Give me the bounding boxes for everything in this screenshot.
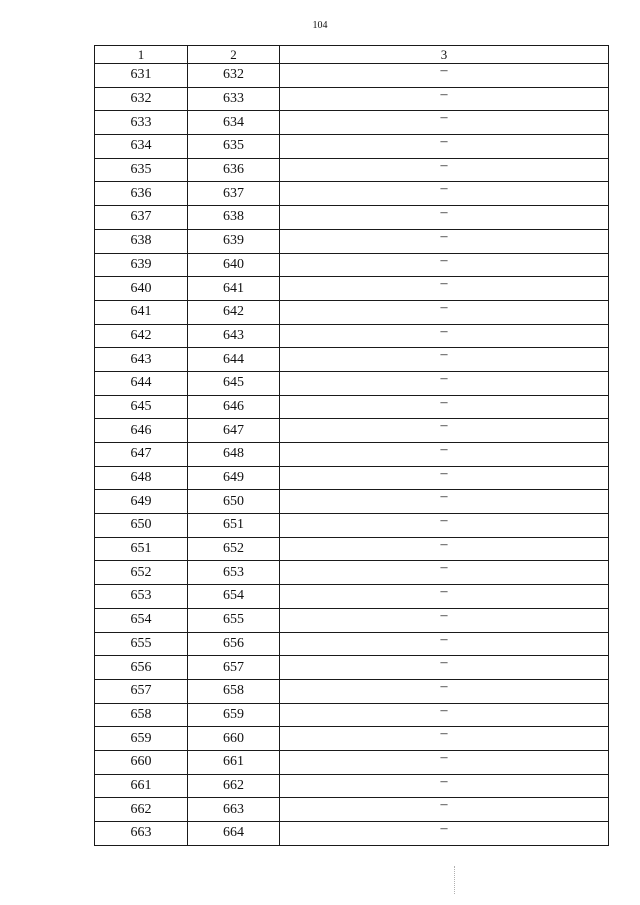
table-cell-col-1: 649 <box>95 490 188 514</box>
table-row <box>95 656 609 680</box>
table-row <box>95 490 609 514</box>
table-cell-col-1: 646 <box>95 419 188 443</box>
table-cell-col-2: 654 <box>188 585 280 609</box>
table-row <box>95 419 609 443</box>
table-row <box>95 277 609 301</box>
table-cell-col-3: – <box>280 822 609 846</box>
table-cell-col-1: 640 <box>95 277 188 301</box>
table-cell-col-1: 648 <box>95 466 188 490</box>
table-cell-col-2: 663 <box>188 798 280 822</box>
table-cell-col-1: 639 <box>95 253 188 277</box>
table-row <box>95 395 609 419</box>
table-cell-col-2: 641 <box>188 277 280 301</box>
table-row <box>95 158 609 182</box>
table-cell-col-3: – <box>280 348 609 372</box>
table-cell-col-2: 659 <box>188 703 280 727</box>
table-cell-col-2: 645 <box>188 371 280 395</box>
table-cell-col-3: – <box>280 111 609 135</box>
table-row <box>95 135 609 159</box>
table-cell-col-2: 644 <box>188 348 280 372</box>
table-cell-col-3: – <box>280 253 609 277</box>
table-cell-col-1: 650 <box>95 514 188 538</box>
table-row <box>95 443 609 467</box>
table-cell-col-1: 641 <box>95 300 188 324</box>
table-cell-col-3: – <box>280 419 609 443</box>
table-cell-col-2: 646 <box>188 395 280 419</box>
table-cell-col-3: – <box>280 679 609 703</box>
table-cell-col-1: 662 <box>95 798 188 822</box>
table-cell-col-1: 643 <box>95 348 188 372</box>
table-row <box>95 87 609 111</box>
table-row <box>95 822 609 846</box>
table-row <box>95 750 609 774</box>
table-cell-col-2: 632 <box>188 64 280 88</box>
table-cell-col-1: 661 <box>95 774 188 798</box>
table-body <box>95 64 609 846</box>
table-cell-col-3: – <box>280 324 609 348</box>
table-cell-col-2: 662 <box>188 774 280 798</box>
table-cell-col-2: 640 <box>188 253 280 277</box>
table-row <box>95 253 609 277</box>
table-row <box>95 703 609 727</box>
table-row <box>95 798 609 822</box>
table-cell-col-3: – <box>280 206 609 230</box>
table-cell-col-3: – <box>280 774 609 798</box>
table-cell-col-1: 657 <box>95 679 188 703</box>
table-row <box>95 561 609 585</box>
table-cell-col-3: – <box>280 514 609 538</box>
table-cell-col-3: – <box>280 750 609 774</box>
table-row <box>95 466 609 490</box>
table-row <box>95 608 609 632</box>
table-cell-col-3: – <box>280 466 609 490</box>
table-cell-col-1: 634 <box>95 135 188 159</box>
table-cell-col-3: – <box>280 64 609 88</box>
table-cell-col-2: 636 <box>188 158 280 182</box>
table-cell-col-3: – <box>280 537 609 561</box>
table-cell-col-1: 655 <box>95 632 188 656</box>
table-cell-col-3: – <box>280 158 609 182</box>
table-cell-col-2: 658 <box>188 679 280 703</box>
table-cell-col-2: 664 <box>188 822 280 846</box>
table-cell-col-1: 658 <box>95 703 188 727</box>
table-cell-col-3: – <box>280 656 609 680</box>
table-cell-col-1: 644 <box>95 371 188 395</box>
table-cell-col-3: – <box>280 87 609 111</box>
table-row <box>95 300 609 324</box>
table-cell-col-1: 636 <box>95 182 188 206</box>
table-header-row <box>95 46 609 64</box>
table-row <box>95 111 609 135</box>
table-cell-col-2: 655 <box>188 608 280 632</box>
column-header-3: 3 <box>280 46 609 64</box>
table-cell-col-2: 652 <box>188 537 280 561</box>
table-cell-col-3: – <box>280 632 609 656</box>
table-cell-col-2: 647 <box>188 419 280 443</box>
table-cell-col-1: 656 <box>95 656 188 680</box>
table-cell-col-2: 637 <box>188 182 280 206</box>
table-cell-col-1: 652 <box>95 561 188 585</box>
table-cell-col-1: 651 <box>95 537 188 561</box>
table-cell-col-2: 649 <box>188 466 280 490</box>
page-number: 104 <box>312 20 328 31</box>
column-header-1: 1 <box>95 46 188 64</box>
table-row <box>95 514 609 538</box>
table-cell-col-3: – <box>280 490 609 514</box>
table-cell-col-1: 653 <box>95 585 188 609</box>
table-row <box>95 324 609 348</box>
table-cell-col-3: – <box>280 703 609 727</box>
table-cell-col-3: – <box>280 182 609 206</box>
table-cell-col-2: 653 <box>188 561 280 585</box>
table-cell-col-2: 642 <box>188 300 280 324</box>
table-cell-col-1: 663 <box>95 822 188 846</box>
table-cell-col-3: – <box>280 300 609 324</box>
table-cell-col-2: 633 <box>188 87 280 111</box>
table-cell-col-1: 659 <box>95 727 188 751</box>
table-cell-col-1: 645 <box>95 395 188 419</box>
table-row <box>95 679 609 703</box>
table-cell-col-3: – <box>280 229 609 253</box>
table-cell-col-1: 633 <box>95 111 188 135</box>
table-cell-col-2: 639 <box>188 229 280 253</box>
table-cell-col-2: 634 <box>188 111 280 135</box>
table-cell-col-3: – <box>280 585 609 609</box>
table-cell-col-2: 661 <box>188 750 280 774</box>
table-cell-col-3: – <box>280 443 609 467</box>
scan-artifact-line <box>454 866 455 894</box>
table-cell-col-3: – <box>280 561 609 585</box>
table-cell-col-3: – <box>280 798 609 822</box>
table-cell-col-1: 647 <box>95 443 188 467</box>
table-row <box>95 537 609 561</box>
table-row <box>95 229 609 253</box>
table-cell-col-3: – <box>280 608 609 632</box>
table-cell-col-3: – <box>280 135 609 159</box>
table-cell-col-1: 654 <box>95 608 188 632</box>
table-row <box>95 585 609 609</box>
column-header-2: 2 <box>188 46 280 64</box>
table-cell-col-2: 657 <box>188 656 280 680</box>
table-row <box>95 182 609 206</box>
table-row <box>95 348 609 372</box>
table-row <box>95 774 609 798</box>
table-cell-col-2: 648 <box>188 443 280 467</box>
table-cell-col-2: 643 <box>188 324 280 348</box>
table-cell-col-3: – <box>280 277 609 301</box>
table-cell-col-3: – <box>280 395 609 419</box>
table-row <box>95 371 609 395</box>
table-cell-col-1: 638 <box>95 229 188 253</box>
table-cell-col-2: 635 <box>188 135 280 159</box>
table-row <box>95 206 609 230</box>
table-row <box>95 64 609 88</box>
table-cell-col-3: – <box>280 727 609 751</box>
table-cell-col-1: 631 <box>95 64 188 88</box>
table-cell-col-1: 632 <box>95 87 188 111</box>
table-row <box>95 632 609 656</box>
table-cell-col-1: 635 <box>95 158 188 182</box>
table-cell-col-2: 638 <box>188 206 280 230</box>
table-cell-col-2: 656 <box>188 632 280 656</box>
table-row <box>95 727 609 751</box>
table-cell-col-2: 651 <box>188 514 280 538</box>
table-cell-col-1: 637 <box>95 206 188 230</box>
table-cell-col-1: 642 <box>95 324 188 348</box>
table-cell-col-3: – <box>280 371 609 395</box>
table-cell-col-2: 660 <box>188 727 280 751</box>
table-cell-col-1: 660 <box>95 750 188 774</box>
table-cell-col-2: 650 <box>188 490 280 514</box>
data-table <box>94 45 609 846</box>
